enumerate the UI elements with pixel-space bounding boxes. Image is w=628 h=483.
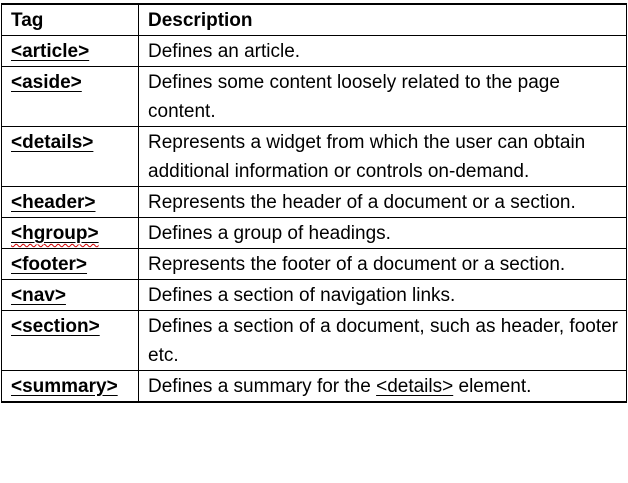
header-tag: Tag bbox=[2, 4, 139, 36]
table-row bbox=[2, 127, 627, 187]
tag-cell-article: <article> bbox=[2, 36, 139, 67]
description-text-before: Defines a summary for the bbox=[148, 376, 377, 397]
table-row bbox=[2, 249, 627, 280]
description-cell: Defines an article. bbox=[139, 36, 627, 67]
inline-tag-reference: <details> bbox=[376, 376, 454, 397]
header-description: Description bbox=[139, 4, 627, 36]
html-tags-table bbox=[1, 3, 627, 403]
table-row bbox=[2, 187, 627, 218]
table-header-row bbox=[2, 4, 627, 36]
spellcheck-flagged-tag: <hgroup> bbox=[11, 223, 99, 244]
tag-cell-summary: <summary> bbox=[2, 371, 139, 403]
description-cell: Defines a section of a document, such as header, footer etc. bbox=[139, 311, 627, 371]
tag-cell-section: <section> bbox=[2, 311, 139, 371]
description-cell: Represents the header of a document or a section. bbox=[139, 187, 627, 218]
tag-cell-hgroup bbox=[2, 218, 139, 249]
tag-cell-aside: <aside> bbox=[2, 67, 139, 127]
table-row bbox=[2, 36, 627, 67]
description-text-after: element. bbox=[453, 376, 532, 397]
tag-cell-header: <header> bbox=[2, 187, 139, 218]
tag-cell-nav: <nav> bbox=[2, 280, 139, 311]
table-row bbox=[2, 218, 627, 249]
description-cell: Defines a section of navigation links. bbox=[139, 280, 627, 311]
tag-cell-footer: <footer> bbox=[2, 249, 139, 280]
table-row bbox=[2, 311, 627, 371]
table-row bbox=[2, 280, 627, 311]
description-cell: Defines some content loosely related to the page content. bbox=[139, 67, 627, 127]
description-cell bbox=[139, 371, 627, 403]
tag-cell-details: <details> bbox=[2, 127, 139, 187]
description-cell: Represents the footer of a document or a section. bbox=[139, 249, 627, 280]
description-cell: Defines a group of headings. bbox=[139, 218, 627, 249]
table-row bbox=[2, 371, 627, 403]
description-cell: Represents a widget from which the user can obtain additional information or controls on-demand. bbox=[139, 127, 627, 187]
table-row bbox=[2, 67, 627, 127]
